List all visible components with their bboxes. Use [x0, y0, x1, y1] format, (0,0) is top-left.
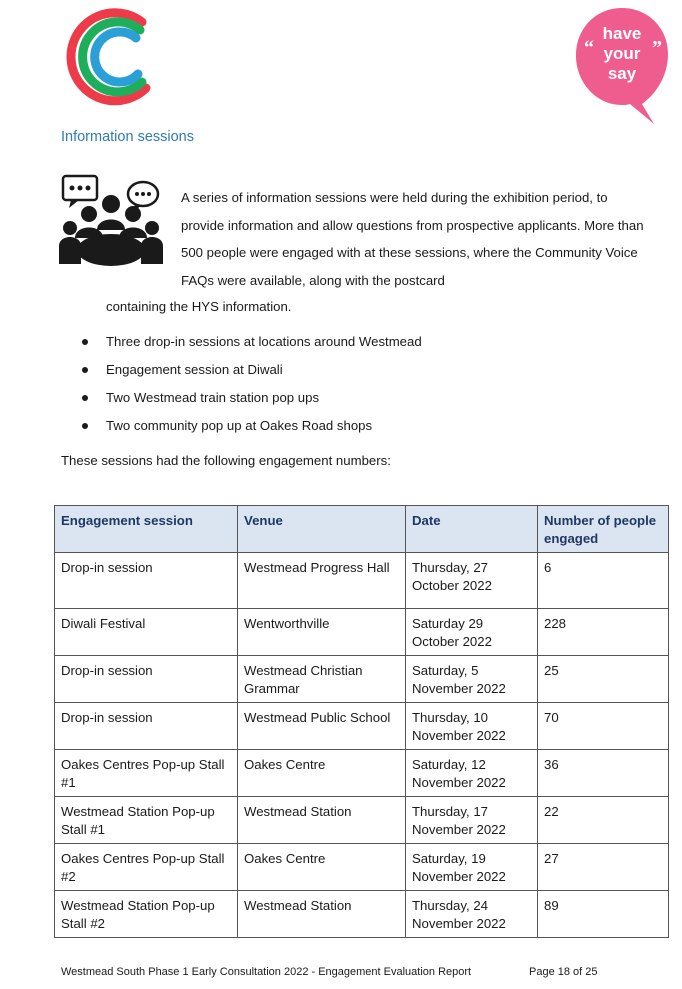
table-row — [55, 844, 669, 891]
header-venue: Venue — [238, 506, 406, 553]
engagement-table — [54, 505, 669, 938]
list-item-text: Two community pop up at Oakes Road shops — [106, 418, 373, 433]
cell-session: Drop-in session — [55, 703, 238, 750]
cell-date: Saturday, 19 November 2022 — [406, 844, 538, 891]
cell-session: Westmead Station Pop-up Stall #1 — [55, 797, 238, 844]
list-item — [0, 328, 422, 356]
logo-word-say: say — [607, 64, 637, 83]
list-item — [0, 384, 422, 412]
list-item-text: Three drop-in sessions at locations around Westmead — [106, 334, 422, 349]
header-number-engaged: Number of people engaged — [538, 506, 669, 553]
meeting-group-icon — [57, 172, 165, 270]
footer-title: Westmead South Phase 1 Early Consultation 2022 - Engagement Evaluation Report — [61, 966, 472, 978]
cell-count: 36 — [538, 750, 669, 797]
cell-date: Thursday, 27 October 2022 — [406, 553, 538, 609]
table-header-row — [55, 506, 669, 553]
table-row — [55, 609, 669, 656]
intro-paragraph-continued: containing the HYS information. — [106, 299, 292, 314]
cell-date: Thursday, 17 November 2022 — [406, 797, 538, 844]
cell-count: 89 — [538, 891, 669, 938]
cell-date: Thursday, 24 November 2022 — [406, 891, 538, 938]
bullet-icon — [82, 367, 88, 373]
section-heading: Information sessions — [61, 129, 194, 145]
cell-venue: Oakes Centre — [238, 750, 406, 797]
page-number: Page 18 of 25 — [529, 966, 598, 978]
cell-venue: Westmead Station — [238, 891, 406, 938]
bullet-icon — [82, 395, 88, 401]
cell-count: 6 — [538, 553, 669, 609]
cell-venue: Westmead Public School — [238, 703, 406, 750]
cell-venue: Westmead Christian Grammar — [238, 656, 406, 703]
table-row — [55, 703, 669, 750]
cell-count: 27 — [538, 844, 669, 891]
cell-count: 70 — [538, 703, 669, 750]
list-item-text: Engagement session at Diwali — [106, 362, 283, 377]
cell-session: Oakes Centres Pop-up Stall #1 — [55, 750, 238, 797]
community-voice-logo — [64, 4, 160, 108]
logo-word-have: have — [602, 24, 642, 43]
list-item — [0, 356, 422, 384]
table-row — [55, 750, 669, 797]
table-row — [55, 553, 669, 609]
bullet-icon — [82, 423, 88, 429]
cell-count: 228 — [538, 609, 669, 656]
cell-count: 22 — [538, 797, 669, 844]
list-item — [0, 412, 422, 440]
bullet-icon — [82, 339, 88, 345]
list-item-text: Two Westmead train station pop ups — [106, 390, 320, 405]
logo-ring-blue — [95, 32, 138, 82]
cell-session: Drop-in session — [55, 553, 238, 609]
table-row — [55, 891, 669, 938]
cell-venue: Westmead Station — [238, 797, 406, 844]
cell-date: Saturday, 12 November 2022 — [406, 750, 538, 797]
cell-session: Oakes Centres Pop-up Stall #2 — [55, 844, 238, 891]
header-date: Date — [406, 506, 538, 553]
sessions-list — [0, 328, 422, 440]
svg-text:”: ” — [652, 37, 662, 59]
cell-date: Thursday, 10 November 2022 — [406, 703, 538, 750]
cell-session: Westmead Station Pop-up Stall #2 — [55, 891, 238, 938]
cell-session: Diwali Festival — [55, 609, 238, 656]
cell-date: Saturday 29 October 2022 — [406, 609, 538, 656]
cell-session: Drop-in session — [55, 656, 238, 703]
logo-word-your: your — [603, 44, 641, 63]
svg-text:“: “ — [584, 37, 594, 59]
cell-count: 25 — [538, 656, 669, 703]
cell-date: Saturday, 5 November 2022 — [406, 656, 538, 703]
cell-venue: Wentworthville — [238, 609, 406, 656]
have-your-say-logo — [572, 4, 672, 126]
intro-paragraph: A series of information sessions were held during the exhibition period, to provide information and allow questions from prospective applicants. More than 500 people were engaged with at these sessions, where the Community Voice FAQs were available, along with the postcard — [181, 190, 644, 288]
table-lead-text: These sessions had the following engagement numbers: — [61, 453, 391, 468]
cell-venue: Westmead Progress Hall — [238, 553, 406, 609]
table-row — [55, 797, 669, 844]
header-engagement-session: Engagement session — [55, 506, 238, 553]
table-row — [55, 656, 669, 703]
cell-venue: Oakes Centre — [238, 844, 406, 891]
